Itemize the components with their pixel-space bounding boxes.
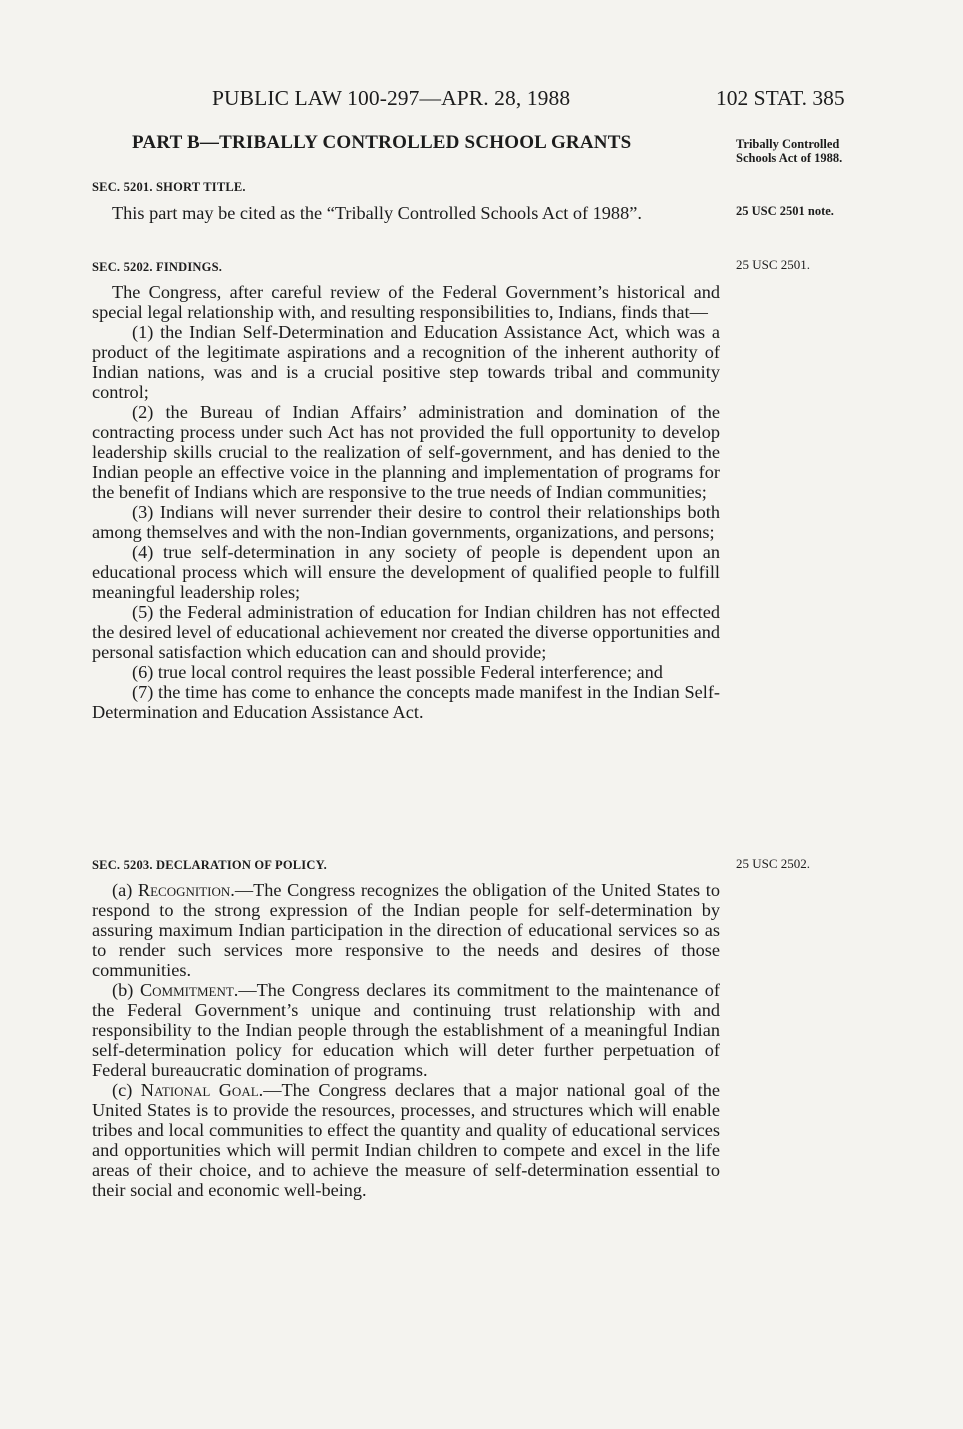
- section-5201-text: This part may be cited as the “Tribally Controlled Schools Act of 1988”.: [112, 203, 642, 223]
- margin-note-usc-2501-note: 25 USC 2501 note.: [736, 204, 834, 218]
- policy-national-goal-label: (c): [112, 1080, 141, 1100]
- finding-item: (3) Indians will never surrender their desire to control their relationships both among themselves and with the non-Indian governments, organizations, and persons;: [92, 502, 720, 542]
- margin-note-usc-2502: 25 USC 2502.: [736, 856, 811, 871]
- section-5203-body: [92, 880, 720, 1200]
- policy-commitment: [92, 980, 720, 1080]
- finding-item: (1) the Indian Self-Determination and Education Assistance Act, which was a product of the legitimate aspirations and a recognition of the inherent authority of Indian nations, was and is a crucial positive step towards tribal and community control;: [92, 322, 720, 402]
- finding-item: (6) true local control requires the least possible Federal interference; and: [132, 662, 663, 682]
- policy-national-goal-caption: National Goal.: [140, 1080, 264, 1100]
- margin-note-short-title: Tribally Controlled Schools Act of 1988.: [736, 137, 843, 165]
- section-5201-body: [92, 203, 720, 223]
- part-title: PART B—TRIBALLY CONTROLLED SCHOOL GRANTS: [132, 132, 632, 153]
- policy-recognition-caption: Recognition.: [137, 880, 235, 900]
- policy-recognition: [92, 880, 720, 980]
- running-header-title: PUBLIC LAW 100-297—APR. 28, 1988: [212, 86, 571, 110]
- section-5202-heading: SEC. 5202. FINDINGS.: [92, 260, 223, 274]
- policy-recognition-text: —The Congress recognizes the obligation of the United States to respond to the strong expression of the Indian people for self-determination by assuring maximum Indian participation in the direction of educational services so as to render such services more responsive to the needs and desires of those communities.: [92, 880, 720, 980]
- finding-item: (2) the Bureau of Indian Affairs’ administration and domination of the contracting process under such Act has not provided the full opportunity to develop leadership skills crucial to the realization of self-government, and has denied to the Indian people an effective voice in the planning and implementation of programs for the benefit of Indians which are responsive to the true needs of Indian communities;: [92, 402, 720, 502]
- finding-item: (7) the time has come to enhance the concepts made manifest in the Indian Self-Determination and Education Assistance Act.: [92, 682, 720, 722]
- margin-note-usc-2501: 25 USC 2501.: [736, 257, 811, 272]
- policy-recognition-label: (a): [112, 880, 138, 900]
- policy-commitment-text: —The Congress declares its commitment to the maintenance of the Federal Government’s unique and continuing trust relationship with and responsibility to the Indian people through the establishment of a meaningful Indian self-determination policy for education which will deter further perpetuation of Federal bureaucratic domination of programs.: [92, 980, 720, 1080]
- finding-item: (5) the Federal administration of education for Indian children has not effected the desired level of educational achievement nor created the diverse opportunities and personal satisfaction which education can and should provide;: [92, 602, 720, 662]
- policy-commitment-caption: Commitment.: [139, 980, 239, 1000]
- finding-item: (4) true self-determination in any society of people is dependent upon an educational process which will ensure the development of qualified people to fulfill meaningful leadership roles;: [92, 542, 720, 602]
- section-5201-heading: SEC. 5201. SHORT TITLE.: [92, 180, 246, 194]
- policy-commitment-label: (b): [112, 980, 140, 1000]
- policy-national-goal: [92, 1080, 720, 1200]
- section-5202-body: [92, 282, 720, 722]
- running-header-page: 102 STAT. 385: [716, 86, 845, 110]
- findings-intro: The Congress, after careful review of the Federal Government’s historical and special legal relationship with, and resulting responsibilities to, Indians, finds that—: [92, 282, 720, 322]
- policy-national-goal-text: —The Congress declares that a major national goal of the United States is to provide the resources, processes, and structures which will enable tribes and local communities to effect the quantity and quality of educational services and opportunities which will permit Indian children to compete and excel in the life areas of their choice, and to achieve the measure of self-determination essential to their social and economic well-being.: [92, 1080, 720, 1200]
- section-5203-heading: SEC. 5203. DECLARATION OF POLICY.: [92, 858, 327, 872]
